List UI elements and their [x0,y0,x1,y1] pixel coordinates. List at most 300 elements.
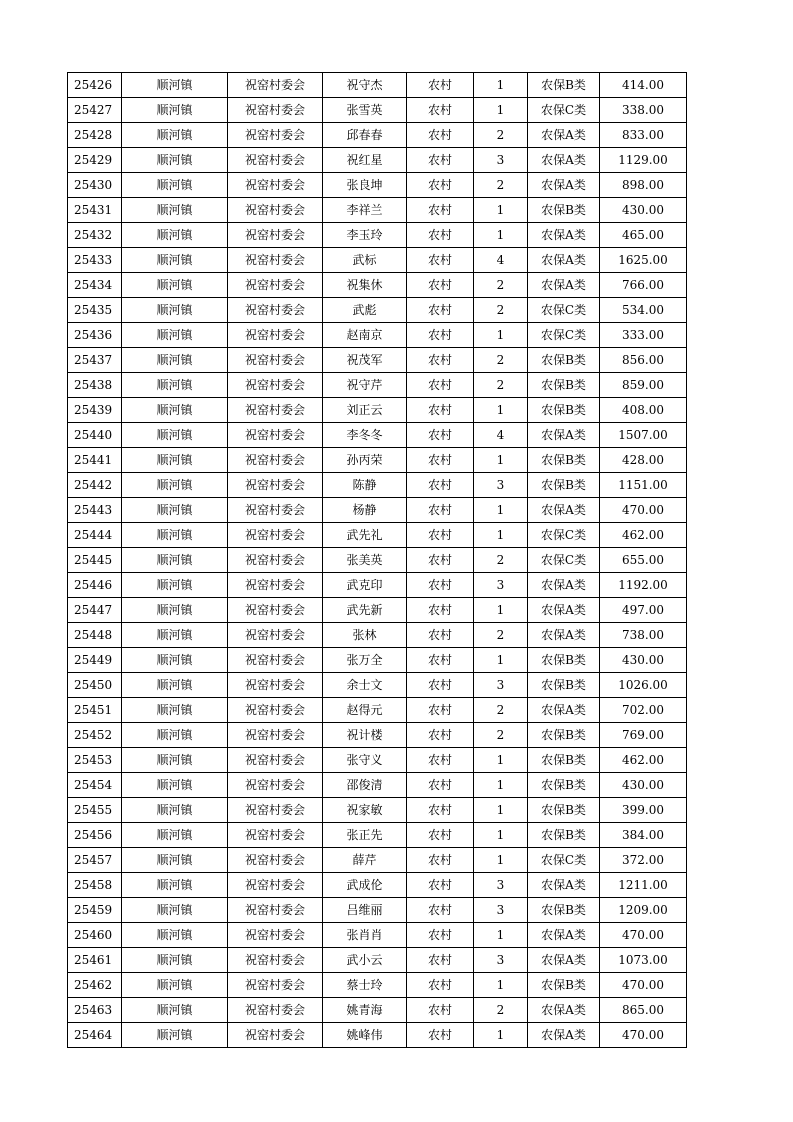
area-type-cell: 农村 [407,923,474,948]
town-cell: 顺河镇 [122,73,228,98]
household-count-cell: 2 [474,548,528,573]
amount-cell: 384.00 [600,823,687,848]
area-type-cell: 农村 [407,573,474,598]
name-cell: 张万全 [323,648,407,673]
category-cell: 农保A类 [528,698,600,723]
record-id-cell: 25462 [68,973,122,998]
category-cell: 农保C类 [528,523,600,548]
area-type-cell: 农村 [407,98,474,123]
record-id-cell: 25434 [68,273,122,298]
category-cell: 农保A类 [528,273,600,298]
area-type-cell: 农村 [407,248,474,273]
household-count-cell: 3 [474,573,528,598]
village-committee-cell: 祝窑村委会 [228,323,323,348]
amount-cell: 430.00 [600,198,687,223]
record-id-cell: 25436 [68,323,122,348]
amount-cell: 1209.00 [600,898,687,923]
area-type-cell: 农村 [407,548,474,573]
village-committee-cell: 祝窑村委会 [228,673,323,698]
name-cell: 祝红星 [323,148,407,173]
area-type-cell: 农村 [407,223,474,248]
area-type-cell: 农村 [407,473,474,498]
amount-cell: 372.00 [600,848,687,873]
category-cell: 农保A类 [528,948,600,973]
amount-cell: 702.00 [600,698,687,723]
amount-cell: 766.00 [600,273,687,298]
household-count-cell: 2 [474,373,528,398]
area-type-cell: 农村 [407,898,474,923]
name-cell: 武彪 [323,298,407,323]
town-cell: 顺河镇 [122,148,228,173]
table-row [68,373,687,398]
village-committee-cell: 祝窑村委会 [228,173,323,198]
village-committee-cell: 祝窑村委会 [228,798,323,823]
amount-cell: 470.00 [600,923,687,948]
category-cell: 农保A类 [528,173,600,198]
area-type-cell: 农村 [407,273,474,298]
household-count-cell: 1 [474,1023,528,1048]
town-cell: 顺河镇 [122,423,228,448]
record-id-cell: 25448 [68,623,122,648]
village-committee-cell: 祝窑村委会 [228,98,323,123]
household-count-cell: 1 [474,323,528,348]
record-id-cell: 25455 [68,798,122,823]
table-row [68,398,687,423]
village-committee-cell: 祝窑村委会 [228,548,323,573]
household-count-cell: 2 [474,273,528,298]
name-cell: 祝家敏 [323,798,407,823]
category-cell: 农保C类 [528,323,600,348]
village-committee-cell: 祝窑村委会 [228,1023,323,1048]
town-cell: 顺河镇 [122,98,228,123]
name-cell: 武先新 [323,598,407,623]
category-cell: 农保B类 [528,723,600,748]
record-id-cell: 25440 [68,423,122,448]
table-row [68,723,687,748]
village-committee-cell: 祝窑村委会 [228,623,323,648]
area-type-cell: 农村 [407,973,474,998]
household-count-cell: 1 [474,748,528,773]
table-row [68,498,687,523]
record-id-cell: 25428 [68,123,122,148]
household-count-cell: 3 [474,898,528,923]
town-cell: 顺河镇 [122,498,228,523]
town-cell: 顺河镇 [122,223,228,248]
village-committee-cell: 祝窑村委会 [228,523,323,548]
category-cell: 农保C类 [528,848,600,873]
amount-cell: 769.00 [600,723,687,748]
table-row [68,773,687,798]
amount-cell: 1026.00 [600,673,687,698]
household-count-cell: 2 [474,298,528,323]
amount-cell: 465.00 [600,223,687,248]
record-id-cell: 25463 [68,998,122,1023]
area-type-cell: 农村 [407,948,474,973]
household-count-cell: 1 [474,198,528,223]
amount-cell: 338.00 [600,98,687,123]
amount-cell: 833.00 [600,123,687,148]
town-cell: 顺河镇 [122,1023,228,1048]
record-id-cell: 25435 [68,298,122,323]
town-cell: 顺河镇 [122,398,228,423]
category-cell: 农保B类 [528,73,600,98]
amount-cell: 534.00 [600,298,687,323]
town-cell: 顺河镇 [122,698,228,723]
table-row [68,823,687,848]
village-committee-cell: 祝窑村委会 [228,348,323,373]
name-cell: 祝守杰 [323,73,407,98]
category-cell: 农保B类 [528,373,600,398]
table-row [68,473,687,498]
table-row [68,973,687,998]
town-cell: 顺河镇 [122,873,228,898]
village-committee-cell: 祝窑村委会 [228,848,323,873]
household-count-cell: 4 [474,248,528,273]
household-count-cell: 3 [474,673,528,698]
town-cell: 顺河镇 [122,373,228,398]
table-row [68,173,687,198]
village-committee-cell: 祝窑村委会 [228,598,323,623]
name-cell: 赵南京 [323,323,407,348]
record-id-cell: 25426 [68,73,122,98]
category-cell: 农保B类 [528,348,600,373]
name-cell: 张正先 [323,823,407,848]
table-row [68,548,687,573]
record-id-cell: 25452 [68,723,122,748]
household-count-cell: 1 [474,398,528,423]
category-cell: 农保B类 [528,473,600,498]
household-count-cell: 1 [474,923,528,948]
table-row [68,248,687,273]
amount-cell: 462.00 [600,523,687,548]
amount-cell: 430.00 [600,773,687,798]
household-count-cell: 1 [474,98,528,123]
amount-cell: 856.00 [600,348,687,373]
table-row [68,923,687,948]
area-type-cell: 农村 [407,698,474,723]
category-cell: 农保A类 [528,148,600,173]
name-cell: 张美英 [323,548,407,573]
table-row [68,898,687,923]
village-committee-cell: 祝窑村委会 [228,498,323,523]
category-cell: 农保A类 [528,623,600,648]
name-cell: 邵俊清 [323,773,407,798]
record-id-cell: 25445 [68,548,122,573]
town-cell: 顺河镇 [122,973,228,998]
category-cell: 农保A类 [528,123,600,148]
town-cell: 顺河镇 [122,823,228,848]
village-committee-cell: 祝窑村委会 [228,898,323,923]
household-count-cell: 1 [474,973,528,998]
record-id-cell: 25433 [68,248,122,273]
village-committee-cell: 祝窑村委会 [228,998,323,1023]
amount-cell: 333.00 [600,323,687,348]
table-row [68,748,687,773]
amount-cell: 1507.00 [600,423,687,448]
record-id-cell: 25432 [68,223,122,248]
name-cell: 陈静 [323,473,407,498]
area-type-cell: 农村 [407,748,474,773]
table-row [68,998,687,1023]
table-row [68,573,687,598]
town-cell: 顺河镇 [122,923,228,948]
name-cell: 祝守芹 [323,373,407,398]
amount-cell: 408.00 [600,398,687,423]
record-id-cell: 25439 [68,398,122,423]
village-committee-cell: 祝窑村委会 [228,298,323,323]
name-cell: 蔡士玲 [323,973,407,998]
record-id-cell: 25459 [68,898,122,923]
household-count-cell: 3 [474,948,528,973]
table-body [68,73,687,1048]
village-committee-cell: 祝窑村委会 [228,748,323,773]
household-count-cell: 1 [474,223,528,248]
category-cell: 农保A类 [528,923,600,948]
area-type-cell: 农村 [407,123,474,148]
category-cell: 农保A类 [528,423,600,448]
town-cell: 顺河镇 [122,248,228,273]
table-row [68,198,687,223]
town-cell: 顺河镇 [122,173,228,198]
name-cell: 祝茂军 [323,348,407,373]
town-cell: 顺河镇 [122,948,228,973]
record-id-cell: 25458 [68,873,122,898]
category-cell: 农保B类 [528,748,600,773]
village-committee-cell: 祝窑村委会 [228,473,323,498]
amount-cell: 462.00 [600,748,687,773]
household-count-cell: 3 [474,148,528,173]
area-type-cell: 农村 [407,398,474,423]
amount-cell: 859.00 [600,373,687,398]
town-cell: 顺河镇 [122,748,228,773]
village-committee-cell: 祝窑村委会 [228,448,323,473]
household-count-cell: 2 [474,698,528,723]
record-id-cell: 25430 [68,173,122,198]
village-committee-cell: 祝窑村委会 [228,698,323,723]
table-row [68,648,687,673]
record-id-cell: 25429 [68,148,122,173]
household-count-cell: 3 [474,873,528,898]
table-row [68,223,687,248]
town-cell: 顺河镇 [122,298,228,323]
record-id-cell: 25461 [68,948,122,973]
amount-cell: 428.00 [600,448,687,473]
household-count-cell: 1 [474,523,528,548]
data-table [67,72,687,1048]
table-row [68,298,687,323]
household-count-cell: 1 [474,848,528,873]
name-cell: 武标 [323,248,407,273]
area-type-cell: 农村 [407,523,474,548]
name-cell: 邱春春 [323,123,407,148]
town-cell: 顺河镇 [122,473,228,498]
name-cell: 余士文 [323,673,407,698]
record-id-cell: 25457 [68,848,122,873]
village-committee-cell: 祝窑村委会 [228,823,323,848]
amount-cell: 1129.00 [600,148,687,173]
category-cell: 农保B类 [528,898,600,923]
village-committee-cell: 祝窑村委会 [228,973,323,998]
record-id-cell: 25464 [68,1023,122,1048]
name-cell: 张林 [323,623,407,648]
table-row [68,423,687,448]
household-count-cell: 2 [474,173,528,198]
table-row [68,348,687,373]
category-cell: 农保C类 [528,298,600,323]
table-row [68,948,687,973]
category-cell: 农保A类 [528,498,600,523]
household-count-cell: 2 [474,623,528,648]
category-cell: 农保A类 [528,223,600,248]
town-cell: 顺河镇 [122,723,228,748]
name-cell: 孙丙荣 [323,448,407,473]
name-cell: 武克印 [323,573,407,598]
household-count-cell: 1 [474,798,528,823]
amount-cell: 1073.00 [600,948,687,973]
amount-cell: 865.00 [600,998,687,1023]
table-row [68,623,687,648]
table-row [68,523,687,548]
village-committee-cell: 祝窑村委会 [228,373,323,398]
amount-cell: 470.00 [600,973,687,998]
category-cell: 农保A类 [528,573,600,598]
name-cell: 武先礼 [323,523,407,548]
town-cell: 顺河镇 [122,598,228,623]
village-committee-cell: 祝窑村委会 [228,773,323,798]
household-count-cell: 2 [474,123,528,148]
town-cell: 顺河镇 [122,273,228,298]
category-cell: 农保C类 [528,98,600,123]
category-cell: 农保B类 [528,773,600,798]
area-type-cell: 农村 [407,623,474,648]
town-cell: 顺河镇 [122,848,228,873]
town-cell: 顺河镇 [122,123,228,148]
household-count-cell: 3 [474,473,528,498]
record-id-cell: 25447 [68,598,122,623]
town-cell: 顺河镇 [122,773,228,798]
amount-cell: 470.00 [600,1023,687,1048]
name-cell: 姚青海 [323,998,407,1023]
table-row [68,798,687,823]
area-type-cell: 农村 [407,848,474,873]
amount-cell: 399.00 [600,798,687,823]
area-type-cell: 农村 [407,773,474,798]
record-id-cell: 25449 [68,648,122,673]
name-cell: 薛芹 [323,848,407,873]
household-count-cell: 1 [474,823,528,848]
category-cell: 农保B类 [528,448,600,473]
table-row [68,848,687,873]
category-cell: 农保B类 [528,198,600,223]
table-row [68,273,687,298]
amount-cell: 470.00 [600,498,687,523]
town-cell: 顺河镇 [122,523,228,548]
category-cell: 农保A类 [528,248,600,273]
area-type-cell: 农村 [407,373,474,398]
area-type-cell: 农村 [407,323,474,348]
category-cell: 农保A类 [528,873,600,898]
amount-cell: 738.00 [600,623,687,648]
household-count-cell: 1 [474,598,528,623]
record-id-cell: 25444 [68,523,122,548]
village-committee-cell: 祝窑村委会 [228,223,323,248]
record-id-cell: 25427 [68,98,122,123]
name-cell: 张肖肖 [323,923,407,948]
category-cell: 农保B类 [528,798,600,823]
table-row [68,873,687,898]
record-id-cell: 25456 [68,823,122,848]
name-cell: 祝计楼 [323,723,407,748]
record-id-cell: 25437 [68,348,122,373]
village-committee-cell: 祝窑村委会 [228,648,323,673]
name-cell: 姚峰伟 [323,1023,407,1048]
category-cell: 农保B类 [528,823,600,848]
village-committee-cell: 祝窑村委会 [228,723,323,748]
table-row [68,698,687,723]
amount-cell: 1192.00 [600,573,687,598]
category-cell: 农保A类 [528,998,600,1023]
record-id-cell: 25431 [68,198,122,223]
table-row [68,98,687,123]
area-type-cell: 农村 [407,498,474,523]
town-cell: 顺河镇 [122,573,228,598]
area-type-cell: 农村 [407,73,474,98]
area-type-cell: 农村 [407,823,474,848]
record-id-cell: 25460 [68,923,122,948]
household-count-cell: 1 [474,448,528,473]
category-cell: 农保A类 [528,598,600,623]
village-committee-cell: 祝窑村委会 [228,198,323,223]
amount-cell: 497.00 [600,598,687,623]
town-cell: 顺河镇 [122,198,228,223]
town-cell: 顺河镇 [122,323,228,348]
household-count-cell: 1 [474,773,528,798]
name-cell: 祝集休 [323,273,407,298]
village-committee-cell: 祝窑村委会 [228,423,323,448]
area-type-cell: 农村 [407,198,474,223]
table-row [68,148,687,173]
amount-cell: 898.00 [600,173,687,198]
area-type-cell: 农村 [407,423,474,448]
area-type-cell: 农村 [407,1023,474,1048]
household-count-cell: 1 [474,73,528,98]
area-type-cell: 农村 [407,648,474,673]
household-count-cell: 2 [474,348,528,373]
record-id-cell: 25450 [68,673,122,698]
record-id-cell: 25446 [68,573,122,598]
table-row [68,73,687,98]
table-row [68,123,687,148]
name-cell: 李祥兰 [323,198,407,223]
area-type-cell: 农村 [407,348,474,373]
area-type-cell: 农村 [407,673,474,698]
name-cell: 张守义 [323,748,407,773]
household-count-cell: 2 [474,723,528,748]
category-cell: 农保B类 [528,673,600,698]
town-cell: 顺河镇 [122,673,228,698]
record-id-cell: 25441 [68,448,122,473]
name-cell: 武小云 [323,948,407,973]
amount-cell: 430.00 [600,648,687,673]
area-type-cell: 农村 [407,173,474,198]
area-type-cell: 农村 [407,798,474,823]
village-committee-cell: 祝窑村委会 [228,573,323,598]
area-type-cell: 农村 [407,298,474,323]
amount-cell: 414.00 [600,73,687,98]
table-row [68,1023,687,1048]
amount-cell: 1625.00 [600,248,687,273]
record-id-cell: 25443 [68,498,122,523]
